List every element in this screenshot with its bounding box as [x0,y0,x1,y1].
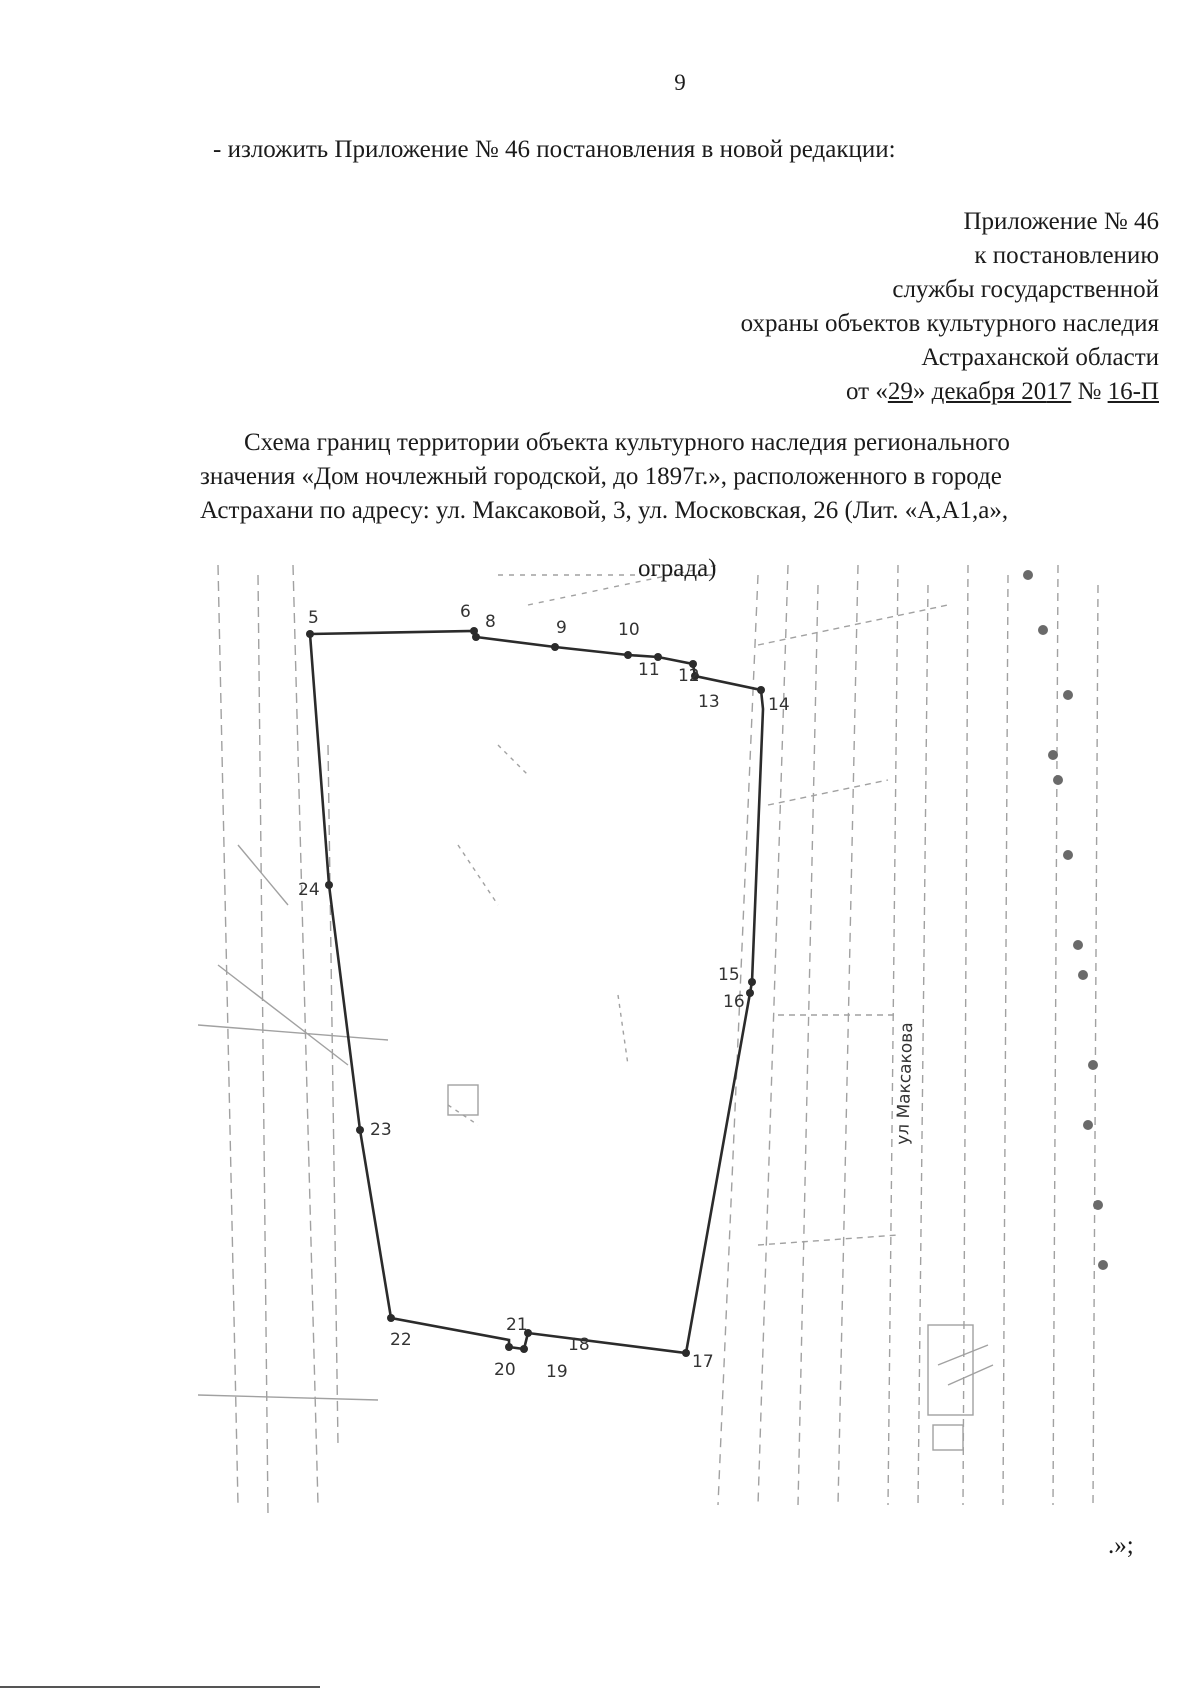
date-mid: » [912,378,932,405]
bottom-rule [0,1686,320,1688]
map-background [198,565,1098,1515]
point-label-23: 23 [370,1120,392,1140]
point-label-10: 10 [618,620,640,640]
caption-line-3: Астрахани по адресу: ул. Максаковой, 3, ул. Московская, 26 (Лит. «А,А1,а», [200,497,1009,524]
point-label-8: 8 [485,612,496,632]
caption-line-4: ограда) [638,555,717,582]
point-label-9: 9 [556,618,567,638]
point-label-18: 18 [568,1335,590,1355]
appendix-service: службы государственной [892,276,1159,303]
point-label-17: 17 [692,1352,714,1372]
document-number: 16-П [1107,378,1159,405]
page-number: 9 [674,70,686,95]
intro-text: - изложить Приложение № 46 постановления в новой редакции: [213,136,896,163]
caption-line-2: значения «Дом ночлежный городской, до 1897г.», расположенного в городе [200,463,1002,490]
appendix-title: Приложение № 46 [963,208,1159,235]
appendix-to: к постановлению [974,242,1159,269]
territory-boundary [310,631,763,1353]
appendix-date [459,375,1159,409]
number-prefix: № [1071,378,1108,405]
point-label-14: 14 [768,695,790,715]
point-label-5: 5 [308,608,319,628]
point-label-16: 16 [723,992,745,1012]
point-label-24: 24 [298,880,320,900]
closing-quote: .»; [1108,1532,1134,1559]
date-year: 17 [1046,378,1072,405]
point-label-21: 21 [506,1315,528,1335]
scheme-caption [200,426,1160,528]
point-label-13: 13 [698,692,720,712]
date-day: 29 [887,378,913,405]
date-month: декабря 20 [931,378,1047,405]
point-labels [298,602,790,1382]
appendix-org: охраны объектов культурного наследия [740,310,1159,337]
boundary-map [198,545,1130,1515]
point-label-15: 15 [718,965,740,985]
point-label-12: 12 [678,666,700,686]
point-label-22: 22 [390,1330,412,1350]
caption-line-1: Схема границ территории объекта культурного наследия регионального [244,429,1010,456]
boundary-vertices [306,627,765,1357]
appendix-header [459,205,1159,409]
point-label-20: 20 [494,1360,516,1380]
point-label-19: 19 [546,1362,568,1382]
point-label-11: 11 [638,660,660,680]
street-label: ул Максакова [893,1021,918,1146]
date-prefix: от « [845,378,888,405]
appendix-region: Астраханской области [921,344,1159,371]
point-label-6: 6 [460,602,471,622]
